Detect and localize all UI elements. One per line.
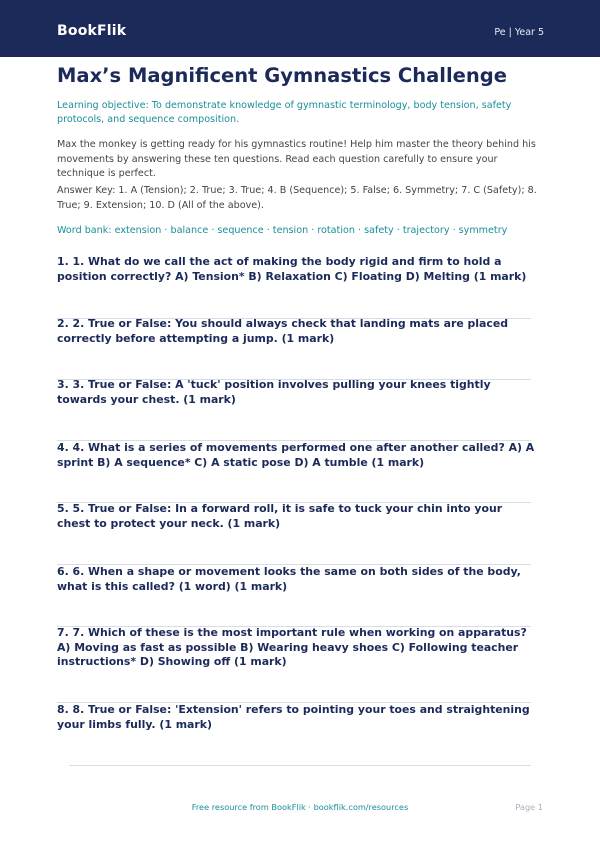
question-6: 6. 6. When a shape or movement looks the same on both sides of the body, what is this called? (1 word) (1 mark) <box>57 565 521 593</box>
footer-divider <box>69 765 531 766</box>
word-bank: Word bank: extension · balance · sequence · tension · rotation · safety · trajectory · symmetry <box>57 225 508 236</box>
brand-logo[interactable]: BookFlik <box>57 23 127 39</box>
question-8: 8. 8. True or False: 'Extension' refers to pointing your toes and straightening your limbs fully. (1 mark) <box>57 703 530 731</box>
subject-year-label: Pe | Year 5 <box>494 27 544 38</box>
question-2: 2. 2. True or False: You should always check that landing mats are placed correctly before attempting a jump. (1 mark) <box>57 317 509 345</box>
page-header <box>0 0 600 57</box>
question-3: 3. 3. True or False: A 'tuck' position involves pulling your knees tightly towards your chest. (1 mark) <box>57 378 491 406</box>
page-number: Page 1 <box>515 802 543 812</box>
learning-objective: Learning objective: To demonstrate knowledge of gymnastic terminology, body tension, safety protocols, and sequence composition. <box>57 100 512 125</box>
question-7: 7. 7. Which of these is the most important rule when working on apparatus? A) Moving as fast as possible B) Wearing heavy shoes C) Following teacher instructions* D) Showing off (1 mark) <box>57 626 527 668</box>
footer-link[interactable]: Free resource from BookFlik · bookflik.com/resources <box>191 802 409 812</box>
question-1: 1. 1. What do we call the act of making the body rigid and firm to hold a position correctly? A) Tension* B) Relaxation C) Floating D) Melting (1 mark) <box>57 255 527 283</box>
answer-key: Answer Key: 1. A (Tension); 2. True; 3. True; 4. B (Sequence); 5. False; 6. Symmetry; 7. C (Safety); 8. True; 9. Extension; 10. D (All of the above). <box>57 185 537 211</box>
question-5: 5. 5. True or False: In a forward roll, it is safe to tuck your chin into your chest to protect your neck. (1 mark) <box>57 502 503 530</box>
question-4: 4. 4. What is a series of movements performed one after another called? A) A sprint B) A sequence* C) A static pose D) A tumble (1 mark) <box>57 441 535 469</box>
page-title: Max’s Magnificent Gymnastics Challenge <box>57 64 507 87</box>
intro-paragraph: Max the monkey is getting ready for his gymnastics routine! Help him master the theory behind his movements by answering these ten questions. Read each question carefully to ensure your technique is perfect. <box>57 139 536 179</box>
